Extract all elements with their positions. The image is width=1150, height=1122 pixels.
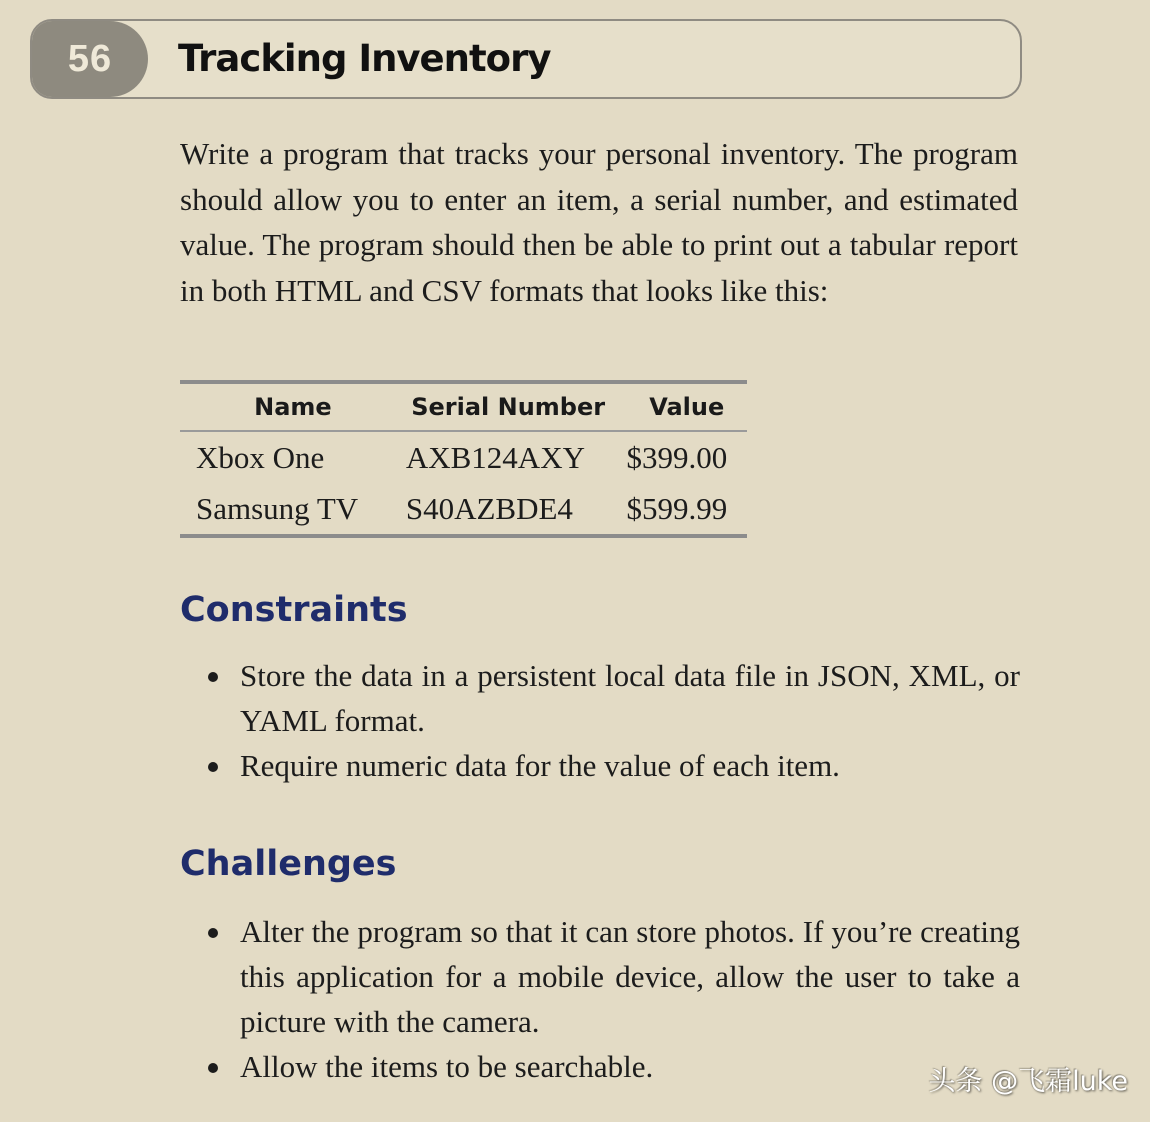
inventory-table — [180, 380, 747, 538]
bullet-icon — [208, 762, 218, 772]
list-item — [200, 653, 1020, 743]
bullet-icon — [208, 1063, 218, 1073]
list-item-text: Alter the program so that it can store photos. If you’re creating this application for a mobile device, allow the user to take a picture with the camera. — [240, 914, 1020, 1039]
constraints-list — [200, 653, 1020, 788]
table-row — [180, 483, 747, 536]
list-item — [200, 743, 1020, 788]
cell-name: Xbox One — [196, 439, 325, 475]
intro-paragraph: Write a program that tracks your personal inventory. The program should allow you to enter an item, a serial number, and estimated value. The program should then be able to print out a tabular report in both HTML and CSV formats that looks like this: — [180, 136, 1018, 308]
column-header-value: Value — [626, 382, 747, 431]
watermark: 头条 @飞霜luke — [928, 1066, 1128, 1097]
constraints-heading: Constraints — [180, 590, 408, 630]
column-header-name: Name — [180, 382, 390, 431]
bullet-icon — [208, 672, 218, 682]
cell-serial: S40AZBDE4 — [405, 490, 573, 526]
table-header-row — [180, 382, 747, 431]
list-item-text: Store the data in a persistent local data file in JSON, XML, or YAML format. — [240, 658, 1020, 738]
list-item — [200, 1044, 1020, 1089]
list-item-text: Allow the items to be searchable. — [240, 1049, 654, 1084]
list-item-text: Require numeric data for the value of each item. — [240, 748, 840, 783]
cell-name: Samsung TV — [196, 490, 359, 526]
table-row — [180, 431, 747, 483]
challenges-heading: Challenges — [180, 844, 397, 884]
column-header-serial: Serial Number — [390, 382, 627, 431]
cell-value: $399.00 — [626, 439, 728, 475]
chapter-header — [30, 19, 1022, 99]
list-item — [200, 909, 1020, 1044]
bullet-icon — [208, 928, 218, 938]
challenges-list — [200, 909, 1020, 1089]
cell-serial: AXB124AXY — [405, 439, 585, 475]
cell-value: $599.99 — [626, 490, 728, 526]
chapter-number: 56 — [32, 21, 148, 97]
chapter-title: Tracking Inventory — [178, 37, 551, 80]
